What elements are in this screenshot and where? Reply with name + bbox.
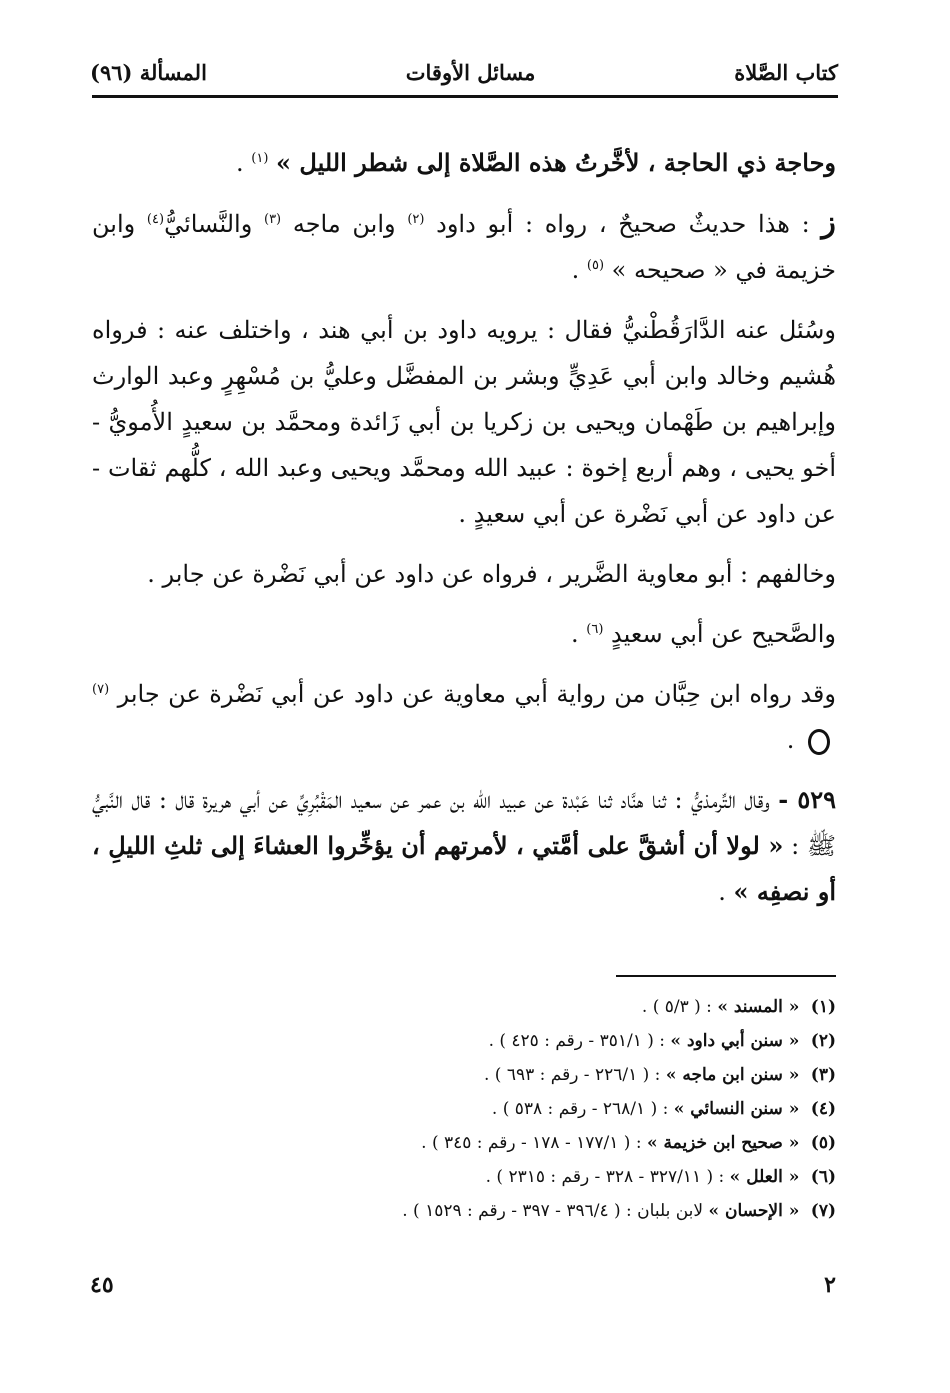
footnote-ref: (٦) xyxy=(586,622,604,637)
header-rule xyxy=(92,95,838,98)
paragraph-disagreement: وخالفهم : أبو معاوية الضَّرير ، فرواه عن داود عن أبي نَضْرة عن جابر . xyxy=(147,560,836,588)
footnote xyxy=(200,1160,836,1194)
header-book-title: كتاب الصَّلاة xyxy=(734,59,838,85)
punctuation: . xyxy=(786,726,795,754)
footnote-ref-text: : ( ٣٥١/١ - رقم : ٤٢٥ ) . xyxy=(488,1031,666,1051)
volume-number: ٢ xyxy=(824,1272,836,1298)
header-issue-label: المسألة (٩٦) xyxy=(90,59,207,85)
footnote-ref: (٣) xyxy=(263,212,282,227)
footnote-number: (٧) xyxy=(810,1201,836,1221)
running-header xyxy=(90,52,838,92)
footnote-rule xyxy=(616,975,836,977)
footnote-ref-text: : ( ١٧٧/١ - ١٧٨ - رقم : ٣٤٥ ) . xyxy=(421,1133,642,1153)
footnote-title: « صحيح ابن خزيمة » xyxy=(646,1133,800,1153)
footnote-number: (٥) xyxy=(810,1133,836,1153)
footnote-ref: (٤) xyxy=(146,212,165,227)
footnote-number: (٢) xyxy=(810,1031,836,1051)
footnote-ref-text: : ( ٣٢٧/١١ - ٣٢٨ - رقم : ٢٣١٥ ) . xyxy=(485,1167,725,1187)
footnote-title: « سنن أبي داود » xyxy=(670,1031,800,1051)
footnote-number: (٤) xyxy=(810,1099,836,1119)
footnote-number: (٣) xyxy=(810,1065,836,1085)
footnote-title: « المسند » xyxy=(717,997,800,1017)
paragraph-correct xyxy=(92,611,836,657)
footnote-number: (٦) xyxy=(810,1167,836,1187)
paragraph-ibn-hibban xyxy=(92,671,836,763)
footnote-title: « الإحسان » xyxy=(708,1201,800,1221)
footnote xyxy=(200,1024,836,1058)
footnote-title: « سنن ابن ماجه » xyxy=(665,1065,800,1085)
footnote xyxy=(200,1194,836,1228)
paragraph-hadith-529 xyxy=(92,777,836,915)
takhrij-text-d: وابن خزيمة في « صحيحه » xyxy=(92,210,836,284)
punctuation: . xyxy=(235,149,244,177)
footnote-ref: (١) xyxy=(251,151,269,166)
punctuation: . xyxy=(570,620,579,648)
punctuation: . xyxy=(718,878,726,906)
correct-text: والصَّحيح عن أبي سعيدٍ xyxy=(611,620,836,648)
end-circle-icon xyxy=(808,729,830,755)
footnote-title: « العلل » xyxy=(729,1167,800,1187)
footnotes xyxy=(200,990,836,1228)
hadith-text: وحاجة ذي الحاجة ، لأخَّرتُ هذه الصَّلاة إلى شطر الليل » xyxy=(276,148,836,177)
takhrij-text-b: وابن ماجه xyxy=(292,210,396,238)
footnote-ref-text: : ( ٢٦٨/١ - رقم : ٥٣٨ ) . xyxy=(491,1099,669,1119)
footnote-ref-text: لابن بلبان : ( ٣٩٦/٤ - ٣٩٧ - رقم : ١٥٢٩ ) . xyxy=(402,1201,704,1221)
matn-text: « لولا أن أشقَّ على أمَّتي ، لأمرتهم أن يؤخِّروا العشاءَ إلى ثلثِ الليلِ ، أو نصفِه » xyxy=(92,831,836,906)
paragraph-daraqutni: وسُئل عنه الدَّارَقُطْنيُّ فقال : يرويه داود بن أبي هند ، واختلف عنه : فرواه هُشيم وخالد وابن أبي عَدِيٍّ وبشر بن المفضَّل وعليُّ بن مُسْهِرٍ وعبد الوارث وإبراهيم بن طَهْمان ويحيى بن زكريا بن أبي زَائدة ومحمَّد بن سعيدٍ الأُمويُّ - أخو يحيى ، وهم أربع إخوة : عبيد الله ومحمَّد ويحيى وعبد الله ، كلُّهم ثقات - عن داود عن أبي نَضْرة عن أبي سعيدٍ . xyxy=(92,316,836,528)
footnote-ref: (٢) xyxy=(407,212,425,227)
footnote-ref: (٧) xyxy=(92,682,110,697)
header-section-title: مسائل الأوقات xyxy=(405,59,536,85)
footnote xyxy=(200,1126,836,1160)
footnote xyxy=(200,1092,836,1126)
footnote xyxy=(200,1058,836,1092)
footnote-ref: (٥) xyxy=(586,258,605,273)
page-number: ٤٥ xyxy=(90,1272,114,1298)
takhrij-text-c: والنَّسائيُّ xyxy=(164,210,253,238)
hadith-number: ٥٢٩ - xyxy=(778,785,836,814)
footnote-number: (١) xyxy=(810,997,836,1017)
takhrij-text-a: : هذا حديثٌ صحيحٌ ، رواه : أبو داود xyxy=(436,210,810,238)
paragraph-takhrij xyxy=(92,200,836,293)
footnote-ref-text: : ( ٢٢٦/١ - رقم : ٦٩٣ ) . xyxy=(483,1065,661,1085)
punctuation: . xyxy=(571,256,580,284)
footnote-ref-text: : ( ٥/٣ ) . xyxy=(641,997,712,1017)
main-text xyxy=(92,140,836,915)
footnote xyxy=(200,990,836,1024)
paragraph-hadith-end xyxy=(92,140,836,186)
ibn-hibban-text: وقد رواه ابن حِبَّان من رواية أبي معاوية عن داود عن أبي نَضْرة عن جابر xyxy=(117,680,836,708)
marker-letter: ز xyxy=(821,205,836,240)
isnad-text: وقال التِّرمذيُّ : ثنا هنَّاد ثنا عَبْدة عن عبيد الله بن عمر عن سعيد المَقْبُرِيِّ عن أبي هريرة قال : قال النَّبيُّ ﷺ : xyxy=(92,786,836,860)
footnote-title: « سنن النسائي » xyxy=(673,1099,800,1119)
